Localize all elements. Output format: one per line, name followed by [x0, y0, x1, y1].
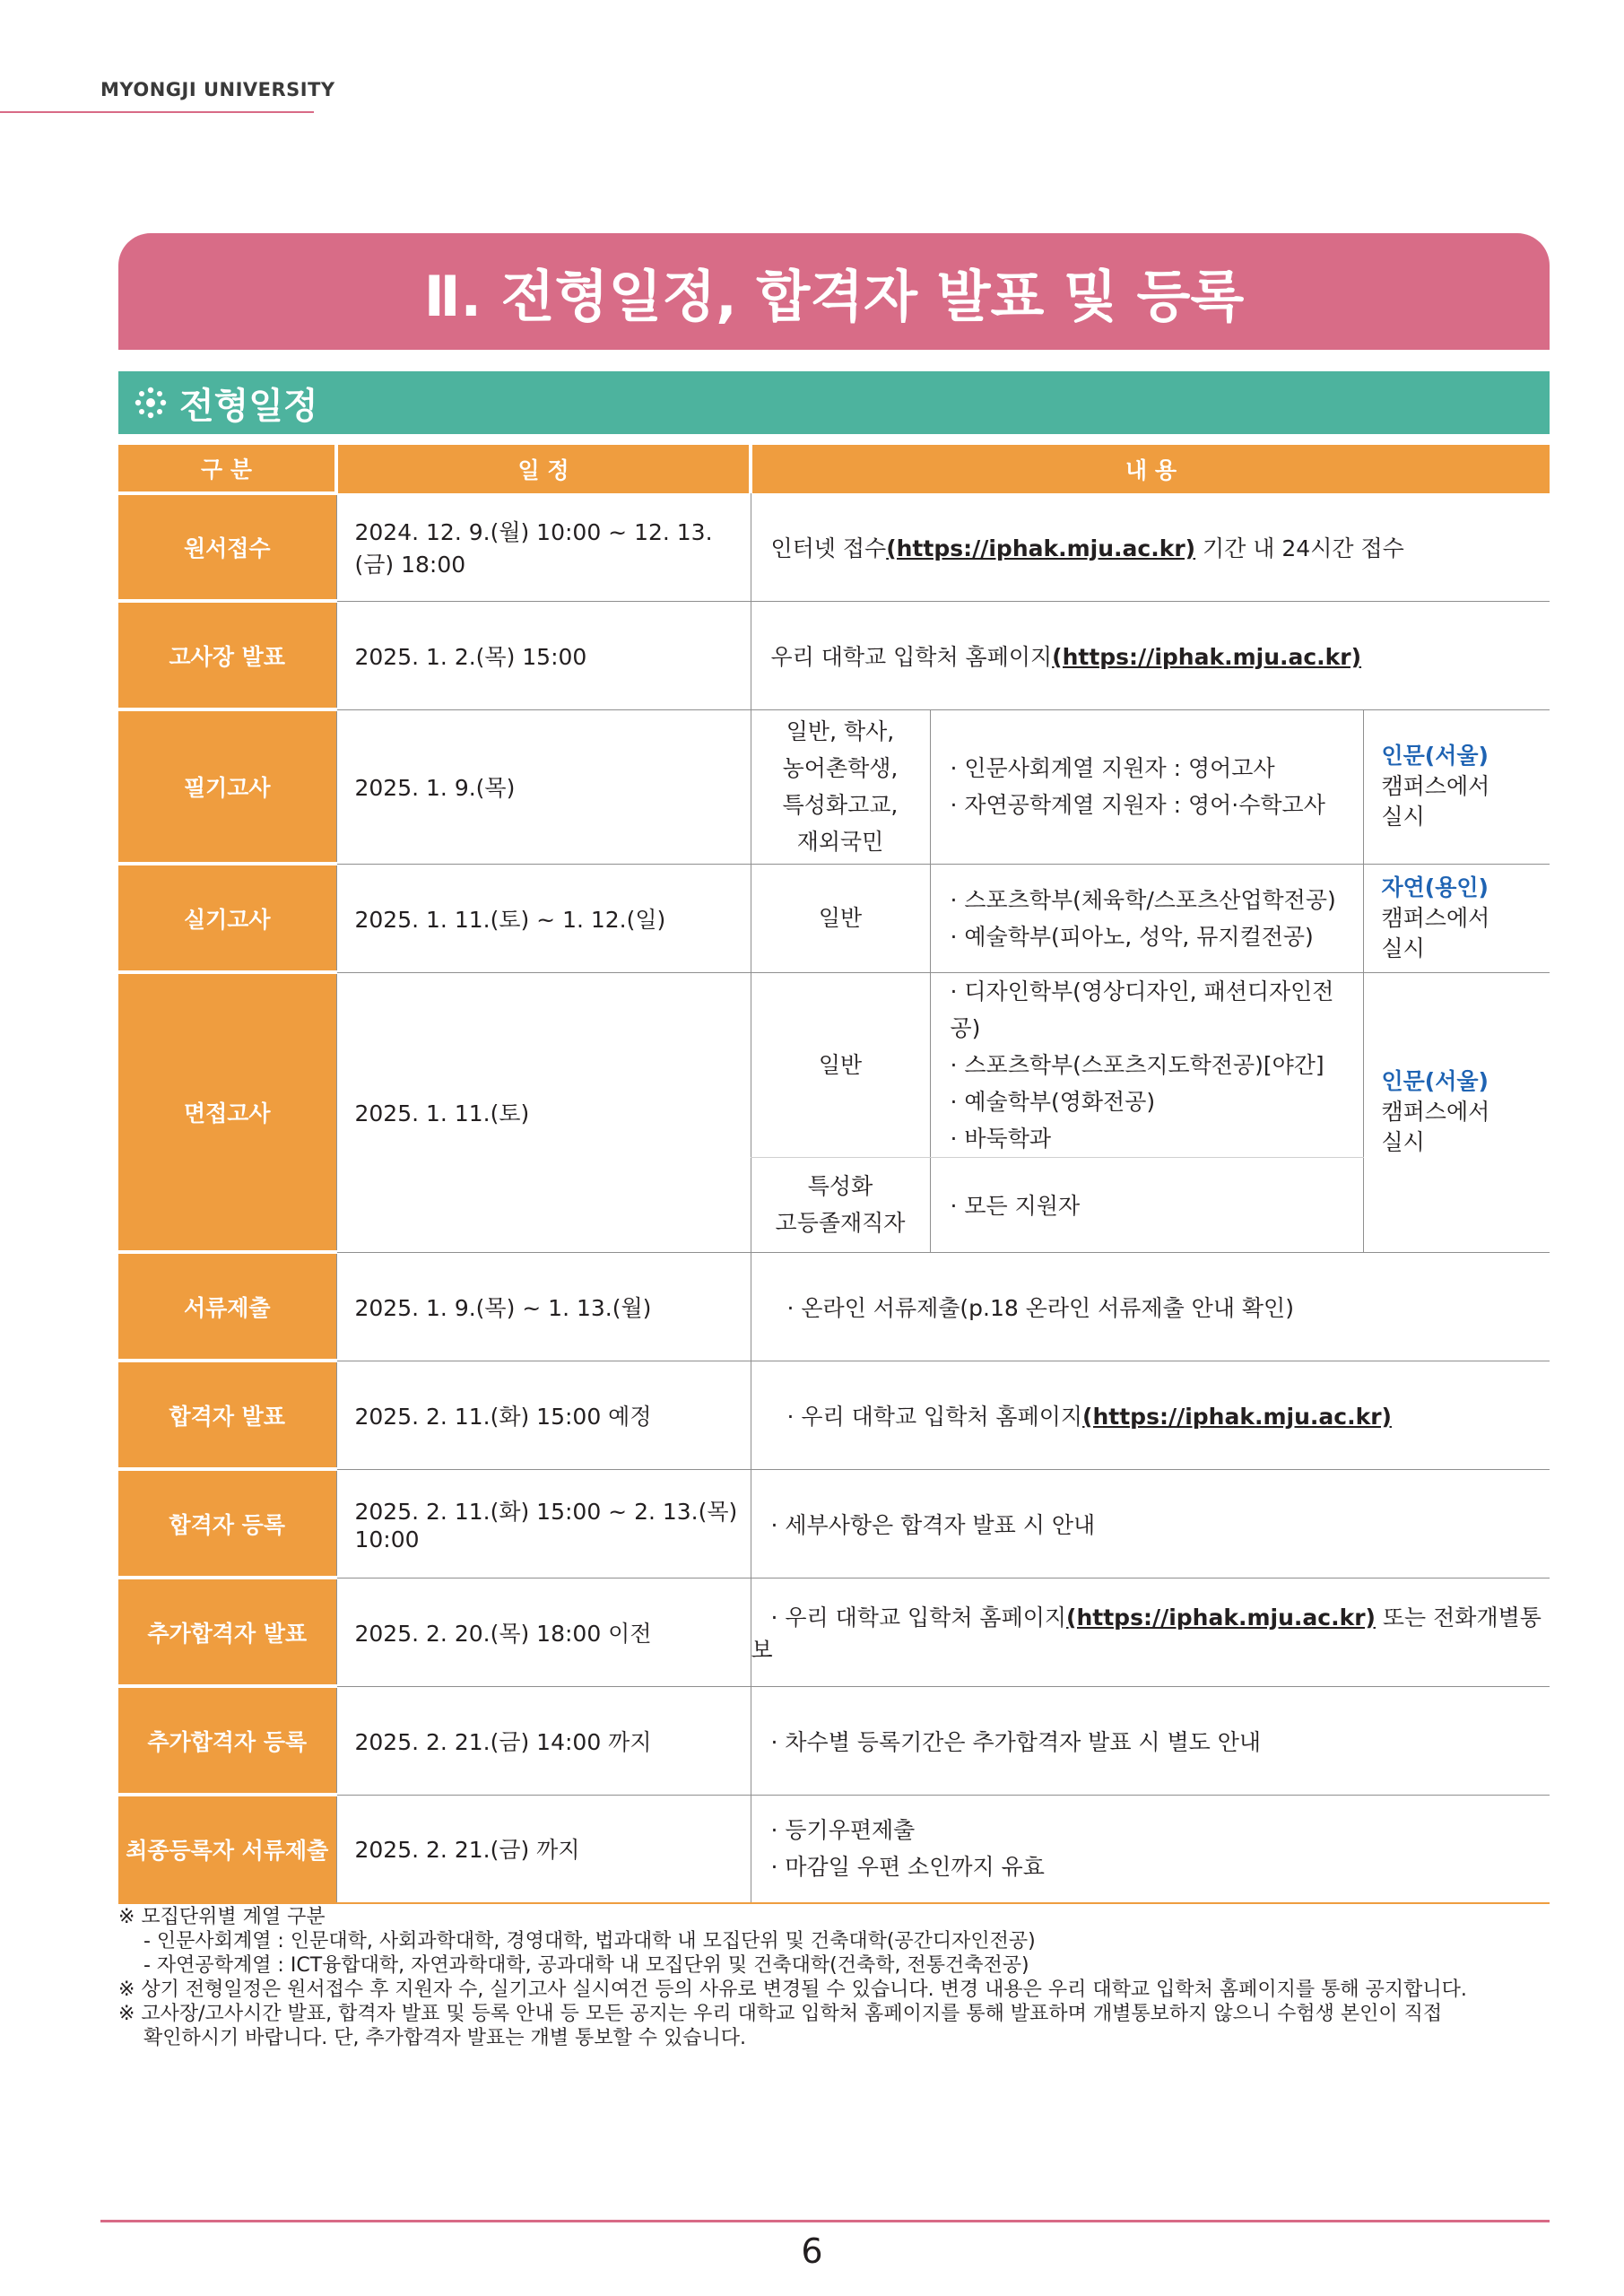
campus-name: 인문(서울): [1381, 1068, 1489, 1094]
row-date: 2025. 1. 2.(목) 15:00: [336, 601, 751, 709]
subgroup-line: 고등졸재직자: [775, 1210, 906, 1236]
title-banner: [118, 233, 1550, 350]
page-number: 6: [801, 2231, 823, 2271]
row-date: 2025. 2. 21.(금) 14:00 까지: [336, 1686, 751, 1795]
subgroup-line: 일반, 학사,: [786, 718, 895, 744]
university-brand: MYONGJI UNIVERSITY: [100, 79, 335, 100]
subgroup-line: 특성화: [807, 1173, 873, 1199]
table-row: [118, 972, 1550, 1157]
row-content: [930, 972, 1363, 1157]
header-date: 일 정: [336, 445, 751, 493]
row-content: [751, 1795, 1550, 1903]
note-line: ※ 모집단위별 계열 구분: [118, 1906, 326, 1928]
note-line: - 인문사회계열 : 인문대학, 사회과학대학, 경영대학, 법과대학 내 모집단위 및 건축대학(공간디자인전공): [143, 1930, 1036, 1952]
content-item: · 예술학부(피아노, 성악, 뮤지컬전공): [950, 923, 1314, 950]
row-subgroup: [751, 1157, 930, 1252]
admission-link[interactable]: (https://iphak.mju.ac.kr): [1082, 1403, 1392, 1430]
row-category: 최종등록자 서류제출: [118, 1795, 336, 1903]
row-content: [751, 1469, 1550, 1578]
content-text: · 온라인 서류제출(p.18 온라인 서류제출 안내 확인): [786, 1294, 1294, 1321]
table-row: [118, 864, 1550, 972]
content-text: 또는 전화개별통보: [751, 1604, 1541, 1663]
row-content: [930, 864, 1363, 972]
content-item: · 스포츠학부(스포츠지도학전공)[야간]: [950, 1051, 1324, 1078]
table-row: [118, 1686, 1550, 1795]
note-line: - 자연공학계열 : ICT융합대학, 자연과학대학, 공과대학 내 모집단위 및 건축대학(건축학, 전통건축전공): [143, 1954, 1029, 1977]
row-category: 서류제출: [118, 1252, 336, 1361]
admission-link[interactable]: (https://iphak.mju.ac.kr): [1052, 643, 1362, 670]
row-category: 합격자 등록: [118, 1469, 336, 1578]
row-date: 2025. 2. 11.(화) 15:00 ~ 2. 13.(목) 10:00: [336, 1469, 751, 1578]
content-text: 기간 내 24시간 접수: [1195, 535, 1404, 561]
content-item: · 등기우편제출: [770, 1817, 916, 1844]
row-date: 2025. 1. 9.(목) ~ 1. 13.(월): [336, 1252, 751, 1361]
header-category: 구 분: [118, 445, 336, 493]
content-item: · 인문사회계열 지원자 : 영어고사: [950, 755, 1275, 781]
table-row: [118, 1252, 1550, 1361]
table-row: [118, 1469, 1550, 1578]
campus-line: 캠퍼스에서: [1381, 904, 1490, 931]
admission-link[interactable]: (https://iphak.mju.ac.kr): [886, 535, 1196, 561]
note-line: ※ 상기 전형일정은 원서접수 후 지원자 수, 실기고사 실시여건 등의 사유로 변경될 수 있습니다. 변경 내용은 우리 대학교 입학처 홈페이지를 통해 공지합니다.: [118, 1979, 1467, 2001]
content-text: 인터넷 접수: [770, 535, 887, 561]
row-date: 2024. 12. 9.(월) 10:00 ~ 12. 13.(금) 18:00: [336, 493, 751, 601]
subgroup-line: 농어촌학생,: [782, 755, 899, 781]
content-text: · 우리 대학교 입학처 홈페이지: [786, 1403, 1083, 1430]
row-content: [751, 493, 1550, 601]
row-content: [930, 709, 1363, 864]
row-category: 필기고사: [118, 709, 336, 864]
row-content: [751, 1578, 1550, 1686]
content-text: · 차수별 등록기간은 추가합격자 발표 시 별도 안내: [770, 1728, 1262, 1755]
subgroup-line: 재외국민: [796, 829, 884, 855]
row-category: 면접고사: [118, 972, 336, 1252]
table-row: [118, 709, 1550, 864]
section-banner: [118, 371, 1550, 434]
row-date: 2025. 2. 21.(금) 까지: [336, 1795, 751, 1903]
subgroup-line: 특성화고교,: [782, 792, 899, 818]
row-content: [930, 1157, 1363, 1252]
row-category: 고사장 발표: [118, 601, 336, 709]
row-campus: [1363, 864, 1550, 972]
header-rule: [0, 111, 314, 113]
row-date: 2025. 2. 20.(목) 18:00 이전: [336, 1578, 751, 1686]
row-campus: [1363, 972, 1550, 1252]
campus-name: 인문(서울): [1381, 743, 1489, 769]
campus-line: 실시: [1381, 804, 1425, 830]
row-date: 2025. 2. 11.(화) 15:00 예정: [336, 1361, 751, 1469]
content-item: · 자연공학계열 지원자 : 영어·수학고사: [950, 792, 1325, 818]
table-row: [118, 493, 1550, 601]
note-line: 확인하시기 바랍니다. 단, 추가합격자 발표는 개별 통보할 수 있습니다.: [143, 2027, 746, 2049]
campus-line: 캠퍼스에서: [1381, 1099, 1490, 1125]
campus-line: 캠퍼스에서: [1381, 773, 1490, 799]
campus-line: 실시: [1381, 1129, 1425, 1155]
row-subgroup: 일반: [751, 864, 930, 972]
campus-line: 실시: [1381, 935, 1425, 961]
row-content: [751, 601, 1550, 709]
row-campus: [1363, 709, 1550, 864]
row-content: [751, 1252, 1550, 1361]
content-text: · 세부사항은 합격자 발표 시 안내: [770, 1511, 1096, 1538]
content-text: 우리 대학교 입학처 홈페이지: [770, 643, 1053, 670]
row-subgroup: 일반: [751, 972, 930, 1157]
row-category: 실기고사: [118, 864, 336, 972]
row-date: 2025. 1. 9.(목): [336, 709, 751, 864]
table-row: [118, 1578, 1550, 1686]
table-row: [118, 601, 1550, 709]
footer-rule: [100, 2220, 1550, 2222]
row-content: [751, 1686, 1550, 1795]
row-date: 2025. 1. 11.(토): [336, 972, 751, 1252]
campus-name: 자연(용인): [1381, 874, 1489, 900]
content-item: · 바둑학과: [950, 1125, 1051, 1152]
row-content: [751, 1361, 1550, 1469]
table-row: [118, 1795, 1550, 1903]
content-item: · 스포츠학부(체육학/스포츠산업학전공): [950, 886, 1336, 913]
content-item: · 디자인학부(영상디자인, 패션디자인전공): [950, 978, 1334, 1041]
content-item: · 모든 지원자: [950, 1193, 1081, 1219]
table-row: [118, 1361, 1550, 1469]
row-category: 합격자 발표: [118, 1361, 336, 1469]
page-title: Ⅱ. 전형일정, 합격자 발표 및 등록: [423, 263, 1245, 329]
row-subgroup: [751, 709, 930, 864]
admission-link[interactable]: (https://iphak.mju.ac.kr): [1066, 1604, 1376, 1631]
content-item: · 예술학부(영화전공): [950, 1088, 1156, 1115]
row-category: 추가합격자 등록: [118, 1686, 336, 1795]
row-category: 원서접수: [118, 493, 336, 601]
content-item: · 마감일 우편 소인까지 유효: [770, 1854, 1045, 1881]
header-content: 내 용: [751, 445, 1550, 493]
footnotes: [118, 1905, 1571, 2050]
row-date: 2025. 1. 11.(토) ~ 1. 12.(일): [336, 864, 751, 972]
schedule-table: [118, 445, 1550, 1904]
flower-icon: [131, 383, 170, 422]
row-category: 추가합격자 발표: [118, 1578, 336, 1686]
note-line: ※ 고사장/고사시간 발표, 합격자 발표 및 등록 안내 등 모든 공지는 우리 대학교 입학처 홈페이지를 통해 발표하며 개별통보하지 않으니 수험생 본인이 직접: [118, 2003, 1443, 2025]
section-title: 전형일정: [179, 385, 318, 427]
content-text: · 우리 대학교 입학처 홈페이지: [770, 1604, 1067, 1631]
